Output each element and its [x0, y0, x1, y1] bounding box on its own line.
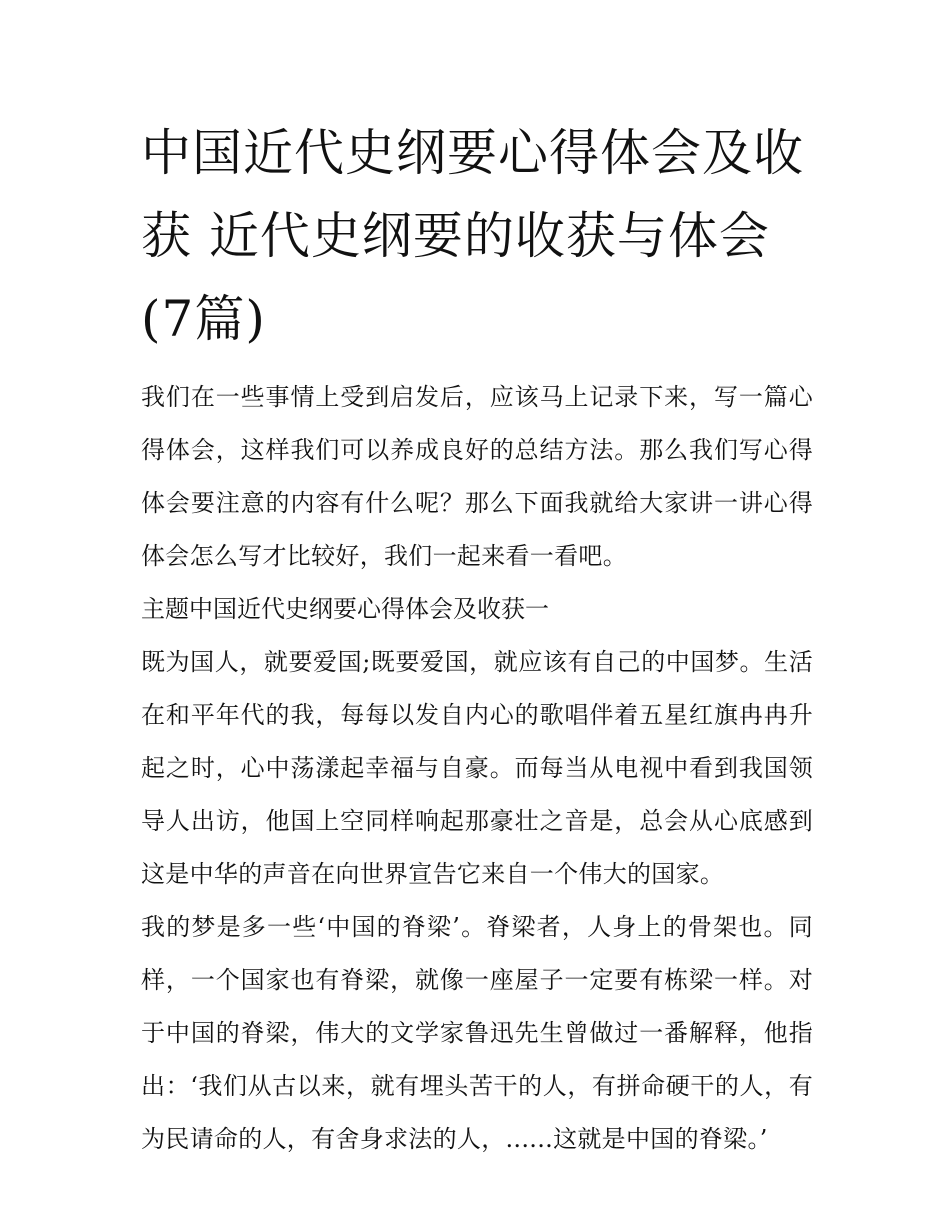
body-paragraph-2: 我的梦是多一些‘中国的脊梁’。脊梁者，人身上的骨架也。同样，一个国家也有脊梁，就像一座屋子一定要有栋梁一样。对于中国的脊梁，伟大的文学家鲁迅先生曾做过一番解释，他指出：‘我们从古以来，就有埋头苦干的人，有拼命硬干的人，有为民请命的人，有舍身求法的人，......这就是中国的脊梁。’ [141, 913, 813, 1153]
body-paragraph-1: 既为国人，就要爱国;既要爱国，就应该有自己的中国梦。生活在和平年代的我，每每以发自内心的歌唱伴着五星红旗冉冉升起之时，心中荡漾起幸福与自豪。而每当从电视中看到我国领导人出访，他国上空同样响起那豪壮之音是，总会从心底感到这是中华的声音在向世界宣告它来自一个伟大的国家。 [141, 648, 813, 888]
section-heading: 主题中国近代史纲要心得体会及收获一 [141, 595, 549, 623]
document-page [141, 112, 813, 1166]
intro-paragraph: 我们在一些事情上受到启发后，应该马上记录下来，写一篇心得体会，这样我们可以养成良好的总结方法。那么我们写心得体会要注意的内容有什么呢？那么下面我就给大家讲一讲心得体会怎么写才比较好，我们一起来看一看吧。 [141, 383, 813, 570]
document-title: 中国近代史纲要心得体会及收获 近代史纲要的收获与体会(7篇) [141, 124, 804, 348]
